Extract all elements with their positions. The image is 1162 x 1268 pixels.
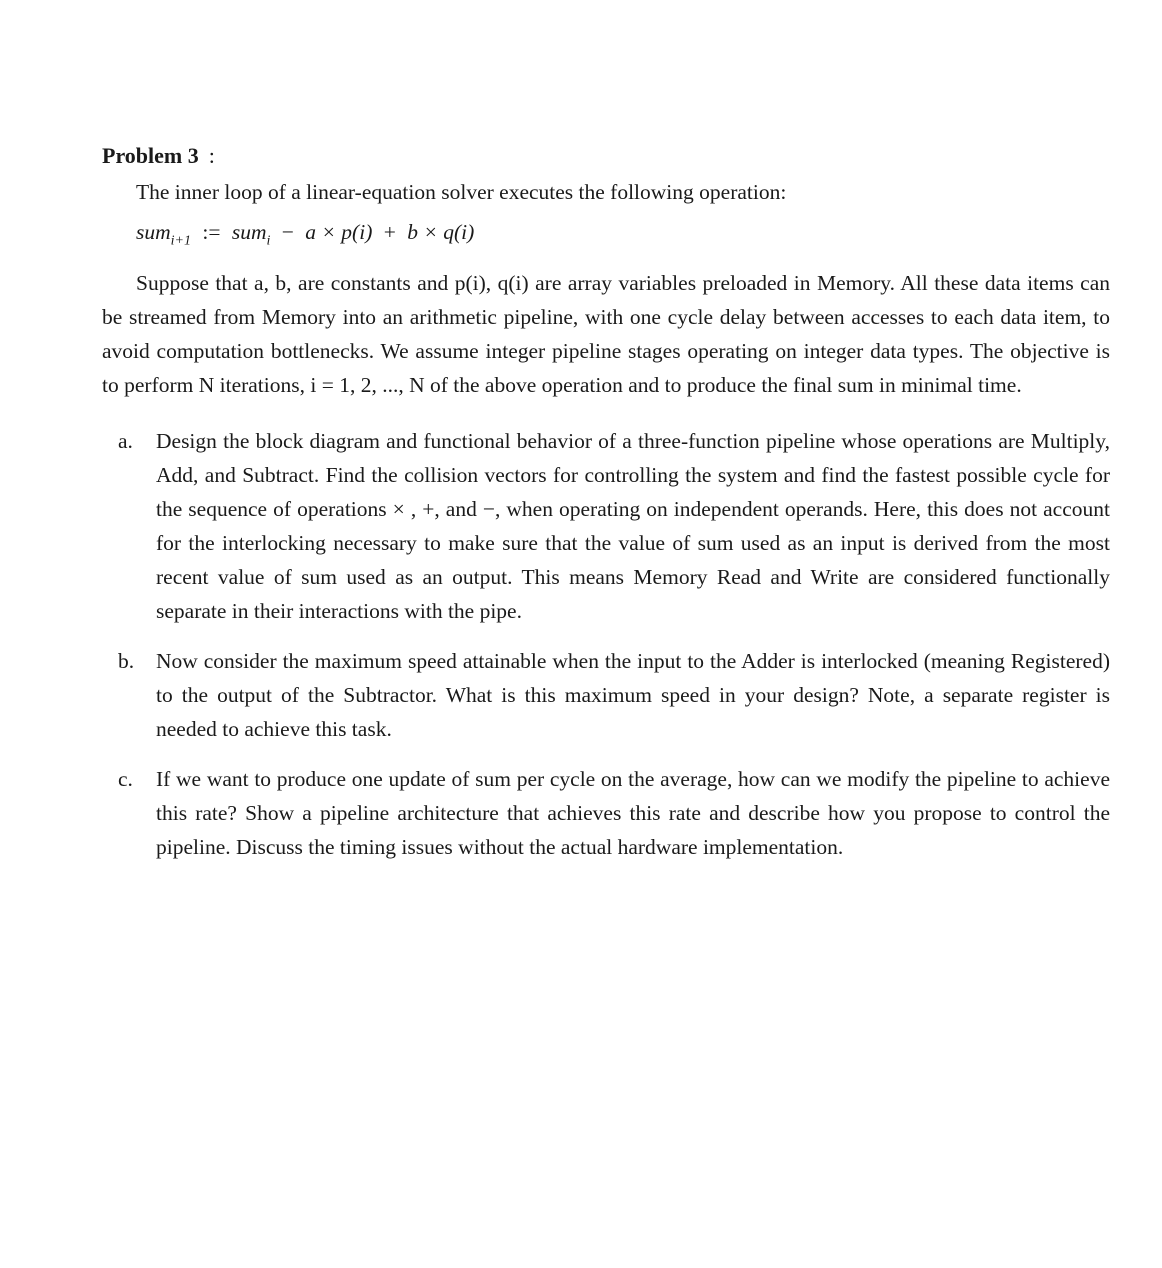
eq-lhs-sub: i+1 [170, 233, 191, 249]
eq-assign: := [202, 220, 221, 244]
part-c-text: If we want to produce one update of sum per cycle on the average, how can we modify the pipeline to achieve this rate? Show a pipeline architecture that achieves this rate and describe how you propose to control the pipeline. Discuss the timing issues without the actual hardware implementation. [156, 767, 1110, 860]
part-b [102, 644, 1110, 746]
problem-paragraph: Suppose that a, b, are constants and p(i), q(i) are array variables preloaded in Memory. All these data items can be streamed from Memory into an arithmetic pipeline, with one cycle delay between accesses to each data item, to avoid computation bottlenecks. We assume integer pipeline stages operating on integer data types. The objective is to perform N iterations, i = 1, 2, ..., N of the above operation and to produce the final sum in minimal time. [102, 271, 1110, 398]
problem-title: Problem 3 [102, 143, 199, 168]
eq-minus: − [281, 220, 294, 244]
part-b-text: Now consider the maximum speed attainable when the input to the Adder is interlocked (meaning Registered) to the output of the Subtractor. What is this maximum speed in your design? Note, a separate register is needed to achieve this task. [156, 649, 1110, 742]
problem-colon: : [208, 143, 215, 168]
eq-rhs1-sub: i [266, 233, 271, 249]
part-c-label: c. [118, 767, 133, 792]
problem-heading [102, 143, 1110, 169]
eq-lhs: sum [136, 220, 171, 244]
part-a-text: Design the block diagram and functional behavior of a three-function pipeline whose operations are Multiply, Add, and Subtract. Find the collision vectors for controlling the system and find the fastest possible cycle for the sequence of operations × , +, and −, when operating on independent operands. Here, this does not account for the interlocking necessary to make sure that the value of sum used as an input is derived from the most recent value of sum used as an output. This means Memory Read and Write are considered functionally separate in their interactions with the pipe. [156, 429, 1110, 624]
sum-equation [136, 215, 1110, 258]
problem-parts-list [102, 424, 1110, 864]
eq-term1: a × p(i) [305, 220, 373, 244]
eq-plus: + [383, 220, 396, 244]
part-c [102, 762, 1110, 864]
part-a [102, 424, 1110, 628]
part-a-label: a. [118, 429, 133, 454]
problem-page [102, 143, 1110, 880]
eq-rhs1: sum [231, 220, 267, 244]
eq-term2: b × q(i) [407, 220, 475, 244]
part-b-label: b. [118, 649, 135, 674]
problem-intro: The inner loop of a linear-equation solver executes the following operation: [136, 180, 787, 204]
